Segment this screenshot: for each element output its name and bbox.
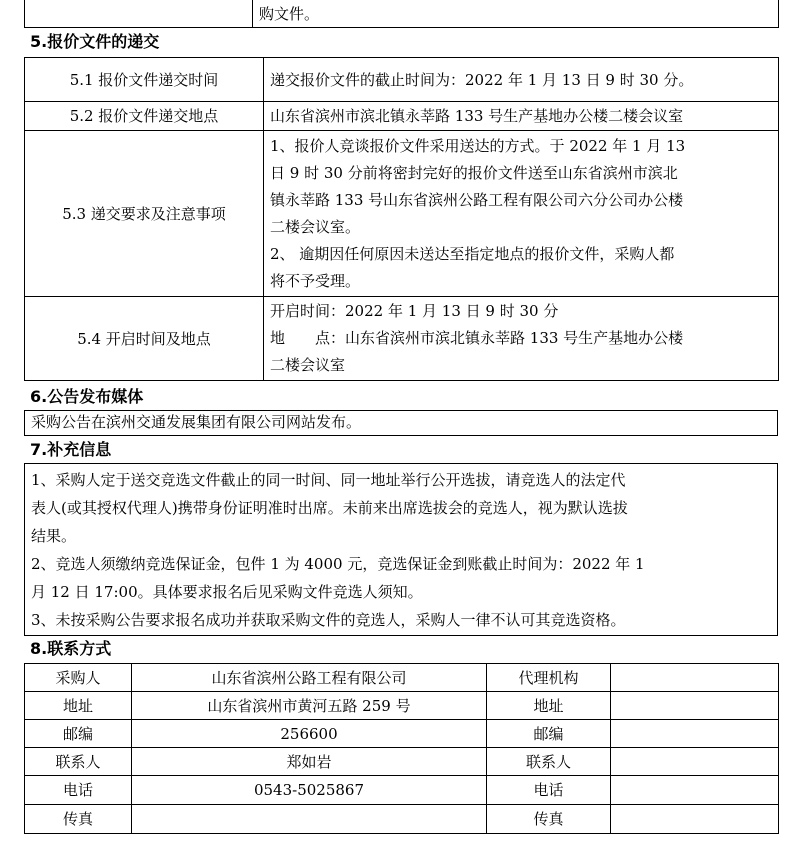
row-value xyxy=(264,58,779,102)
section6-heading: 6.公告发布媒体 xyxy=(30,387,144,406)
section7-line: 2、竞选人须缴纳竞选保证金，包件 1 为 4000 元，竞选保证金到账截止时间为：2022 年 1 xyxy=(31,555,645,573)
row-value xyxy=(264,297,779,381)
contact-label: 地址 xyxy=(25,692,132,720)
row-text-line: 2、 逾期因任何原因未送达至指定地点的报价文件，采购人都 xyxy=(270,244,675,263)
contact-value xyxy=(611,748,779,776)
section7-body xyxy=(31,466,645,634)
table-row xyxy=(25,776,779,805)
contact-value: 郑如岩 xyxy=(132,748,487,776)
table-row xyxy=(25,692,779,720)
section6-text: 采购公告在滨州交通发展集团有限公司网站发布。 xyxy=(31,413,362,431)
section7-line: 月 12 日 17:00。具体要求报名后见采购文件竞选人须知。 xyxy=(31,583,423,601)
contact-label: 采购人 xyxy=(25,664,132,692)
section5-heading: 5.报价文件的递交 xyxy=(30,32,160,51)
contact-label: 邮编 xyxy=(487,720,611,748)
top-empty-cell xyxy=(25,0,253,28)
table-row xyxy=(25,748,779,776)
row-text-line: 将不予受理。 xyxy=(270,271,361,290)
row-text-line: 二楼会议室 xyxy=(270,356,346,374)
section7-line: 1、采购人定于送交竞选文件截止的同一时间、同一地址举行公开选拔，请竞选人的法定代 xyxy=(31,471,626,489)
contact-value xyxy=(611,776,779,805)
section7-line: 表人(或其授权代理人)携带身份证明准时出席。未前来出席选拔会的竞选人，视为默认选拔 xyxy=(31,499,628,517)
contact-label: 邮编 xyxy=(25,720,132,748)
contact-label: 电话 xyxy=(487,776,611,805)
row-text-line: 递交报价文件的截止时间为：2022 年 1 月 13 日 9 时 30 分。 xyxy=(270,70,694,89)
row-text-line: 日 9 时 30 分前将密封完好的报价文件送至山东省滨州市滨北 xyxy=(270,163,678,182)
section8-heading: 8.联系方式 xyxy=(30,639,112,658)
table-row xyxy=(25,297,779,381)
contact-table xyxy=(24,663,779,834)
contact-label: 传真 xyxy=(487,805,611,834)
contact-value xyxy=(611,664,779,692)
row-label: 5.3 递交要求及注意事项 xyxy=(25,131,264,297)
contact-label: 电话 xyxy=(25,776,132,805)
contact-value xyxy=(611,720,779,748)
table-row xyxy=(25,720,779,748)
section7-heading: 7.补充信息 xyxy=(30,440,112,459)
table-row xyxy=(25,664,779,692)
contact-value: 0543-5025867 xyxy=(132,776,487,805)
table-row xyxy=(25,131,779,297)
top-continuation-text: 购文件。 xyxy=(253,0,779,28)
row-label: 5.2 报价文件递交地点 xyxy=(25,102,264,131)
section7-line: 3、未按采购公告要求报名成功并获取采购文件的竞选人，采购人一律不认可其竞选资格。 xyxy=(31,611,626,629)
section5-table xyxy=(24,57,779,381)
row-text-line: 镇永莘路 133 号山东省滨州公路工程有限公司六分公司办公楼 xyxy=(270,190,684,209)
contact-label: 传真 xyxy=(25,805,132,834)
contact-label: 联系人 xyxy=(487,748,611,776)
row-text-line: 二楼会议室。 xyxy=(270,217,361,236)
section7-frame xyxy=(24,463,778,636)
contact-label: 代理机构 xyxy=(487,664,611,692)
row-text-line: 1、报价人竞谈报价文件采用送达的方式。于 2022 年 1 月 13 xyxy=(270,136,686,155)
contact-label: 地址 xyxy=(487,692,611,720)
contact-value: 256600 xyxy=(132,720,487,748)
table-row xyxy=(25,102,779,131)
row-value xyxy=(264,102,779,131)
contact-value xyxy=(611,805,779,834)
row-label: 5.1 报价文件递交时间 xyxy=(25,58,264,102)
contact-value: 山东省滨州市黄河五路 259 号 xyxy=(132,692,487,720)
contact-value: 山东省滨州公路工程有限公司 xyxy=(132,664,487,692)
contact-value xyxy=(132,805,487,834)
contact-value xyxy=(611,692,779,720)
row-text-line: 山东省滨州市滨北镇永莘路 133 号生产基地办公楼二楼会议室 xyxy=(270,107,684,125)
table-row xyxy=(25,805,779,834)
table-row xyxy=(25,58,779,102)
row-text-line: 地 点：山东省滨州市滨北镇永莘路 133 号生产基地办公楼 xyxy=(270,329,684,347)
row-text-line: 开启时间：2022 年 1 月 13 日 9 时 30 分 xyxy=(270,302,559,320)
section6-frame xyxy=(24,410,778,436)
row-label: 5.4 开启时间及地点 xyxy=(25,297,264,381)
section7-line: 结果。 xyxy=(31,527,77,545)
top-continuation-table xyxy=(24,0,779,28)
row-value xyxy=(264,131,779,297)
contact-label: 联系人 xyxy=(25,748,132,776)
